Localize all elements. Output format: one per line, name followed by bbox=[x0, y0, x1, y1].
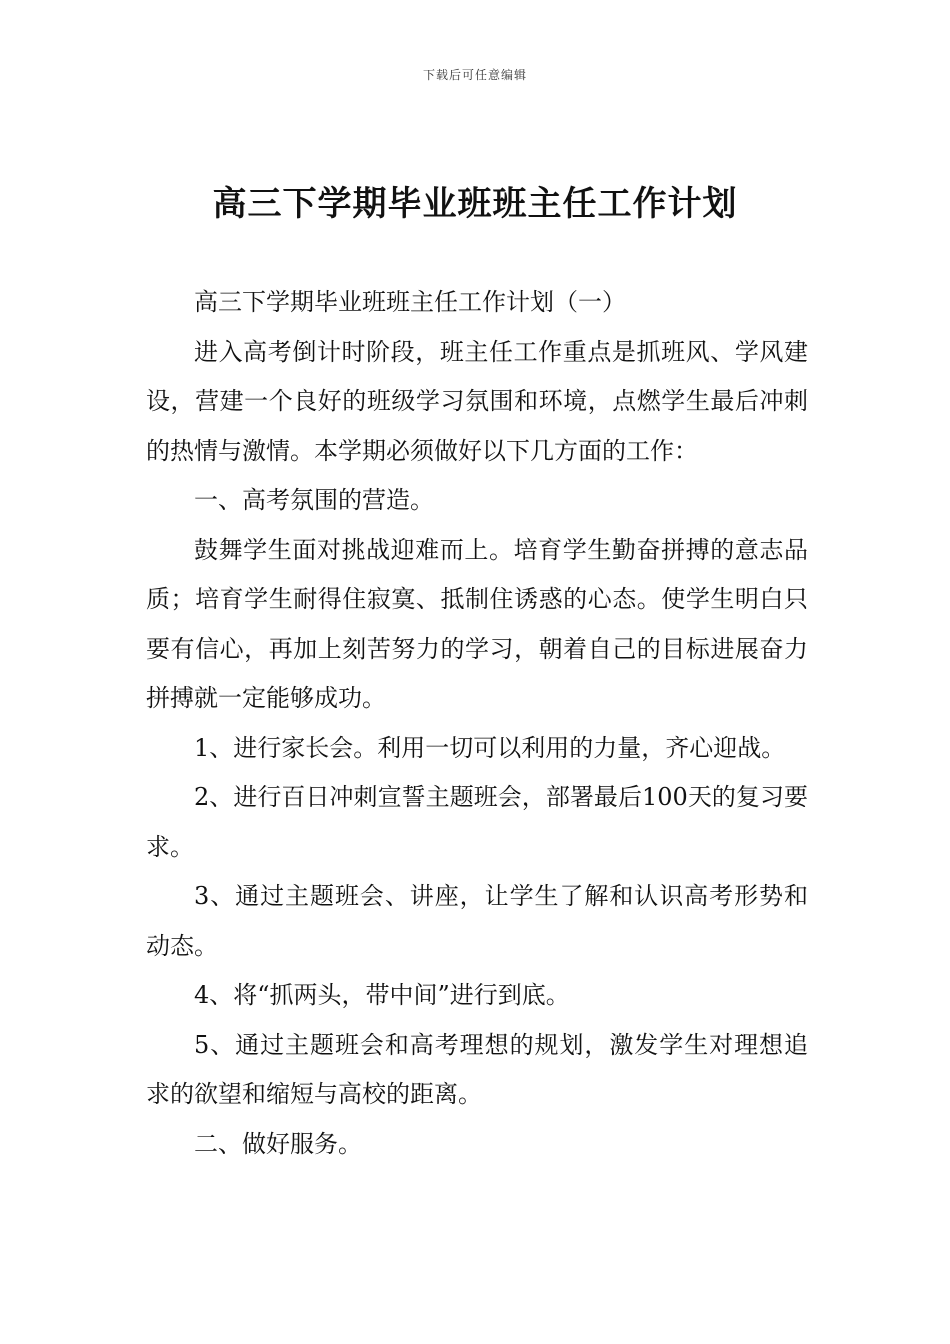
document-body bbox=[146, 278, 808, 1169]
list-item-3: 3、通过主题班会、讲座，让学生了解和认识高考形势和动态。 bbox=[146, 882, 808, 960]
document-title: 高三下学期毕业班班主任工作计划 bbox=[212, 184, 738, 224]
list-item-1: 1、进行家长会。利用一切可以利用的力量，齐心迎战。 bbox=[194, 733, 786, 762]
paragraph-encourage: 鼓舞学生面对挑战迎难而上。培育学生勤奋拼搏的意志品质；培育学生耐得住寂寞、抵制住诱惑的心态。使学生明白只要有信心，再加上刻苦努力的学习，朝着自己的目标进展奋力拼搏就一定能够成功。 bbox=[146, 535, 808, 712]
paragraph-subtitle: 高三下学期毕业班班主任工作计划（一） bbox=[194, 288, 626, 316]
page-header-note: 下载后可任意编辑 bbox=[422, 68, 527, 82]
list-item-2: 2、进行百日冲刺宣誓主题班会，部署最后100天的复习要求。 bbox=[146, 783, 808, 861]
list-item-5: 5、通过主题班会和高考理想的规划，激发学生对理想追求的欲望和缩短与高校的距离。 bbox=[146, 1030, 808, 1108]
section-heading-1: 一、高考氛围的营造。 bbox=[194, 486, 434, 514]
list-item-4: 4、将“抓两头，带中间”进行到底。 bbox=[194, 981, 570, 1009]
paragraph-intro: 进入高考倒计时阶段，班主任工作重点是抓班风、学风建设，营建一个良好的班级学习氛围和环境，点燃学生最后冲刺的热情与激情。本学期必须做好以下几方面的工作： bbox=[146, 337, 808, 465]
section-heading-2: 二、做好服务。 bbox=[194, 1129, 362, 1158]
